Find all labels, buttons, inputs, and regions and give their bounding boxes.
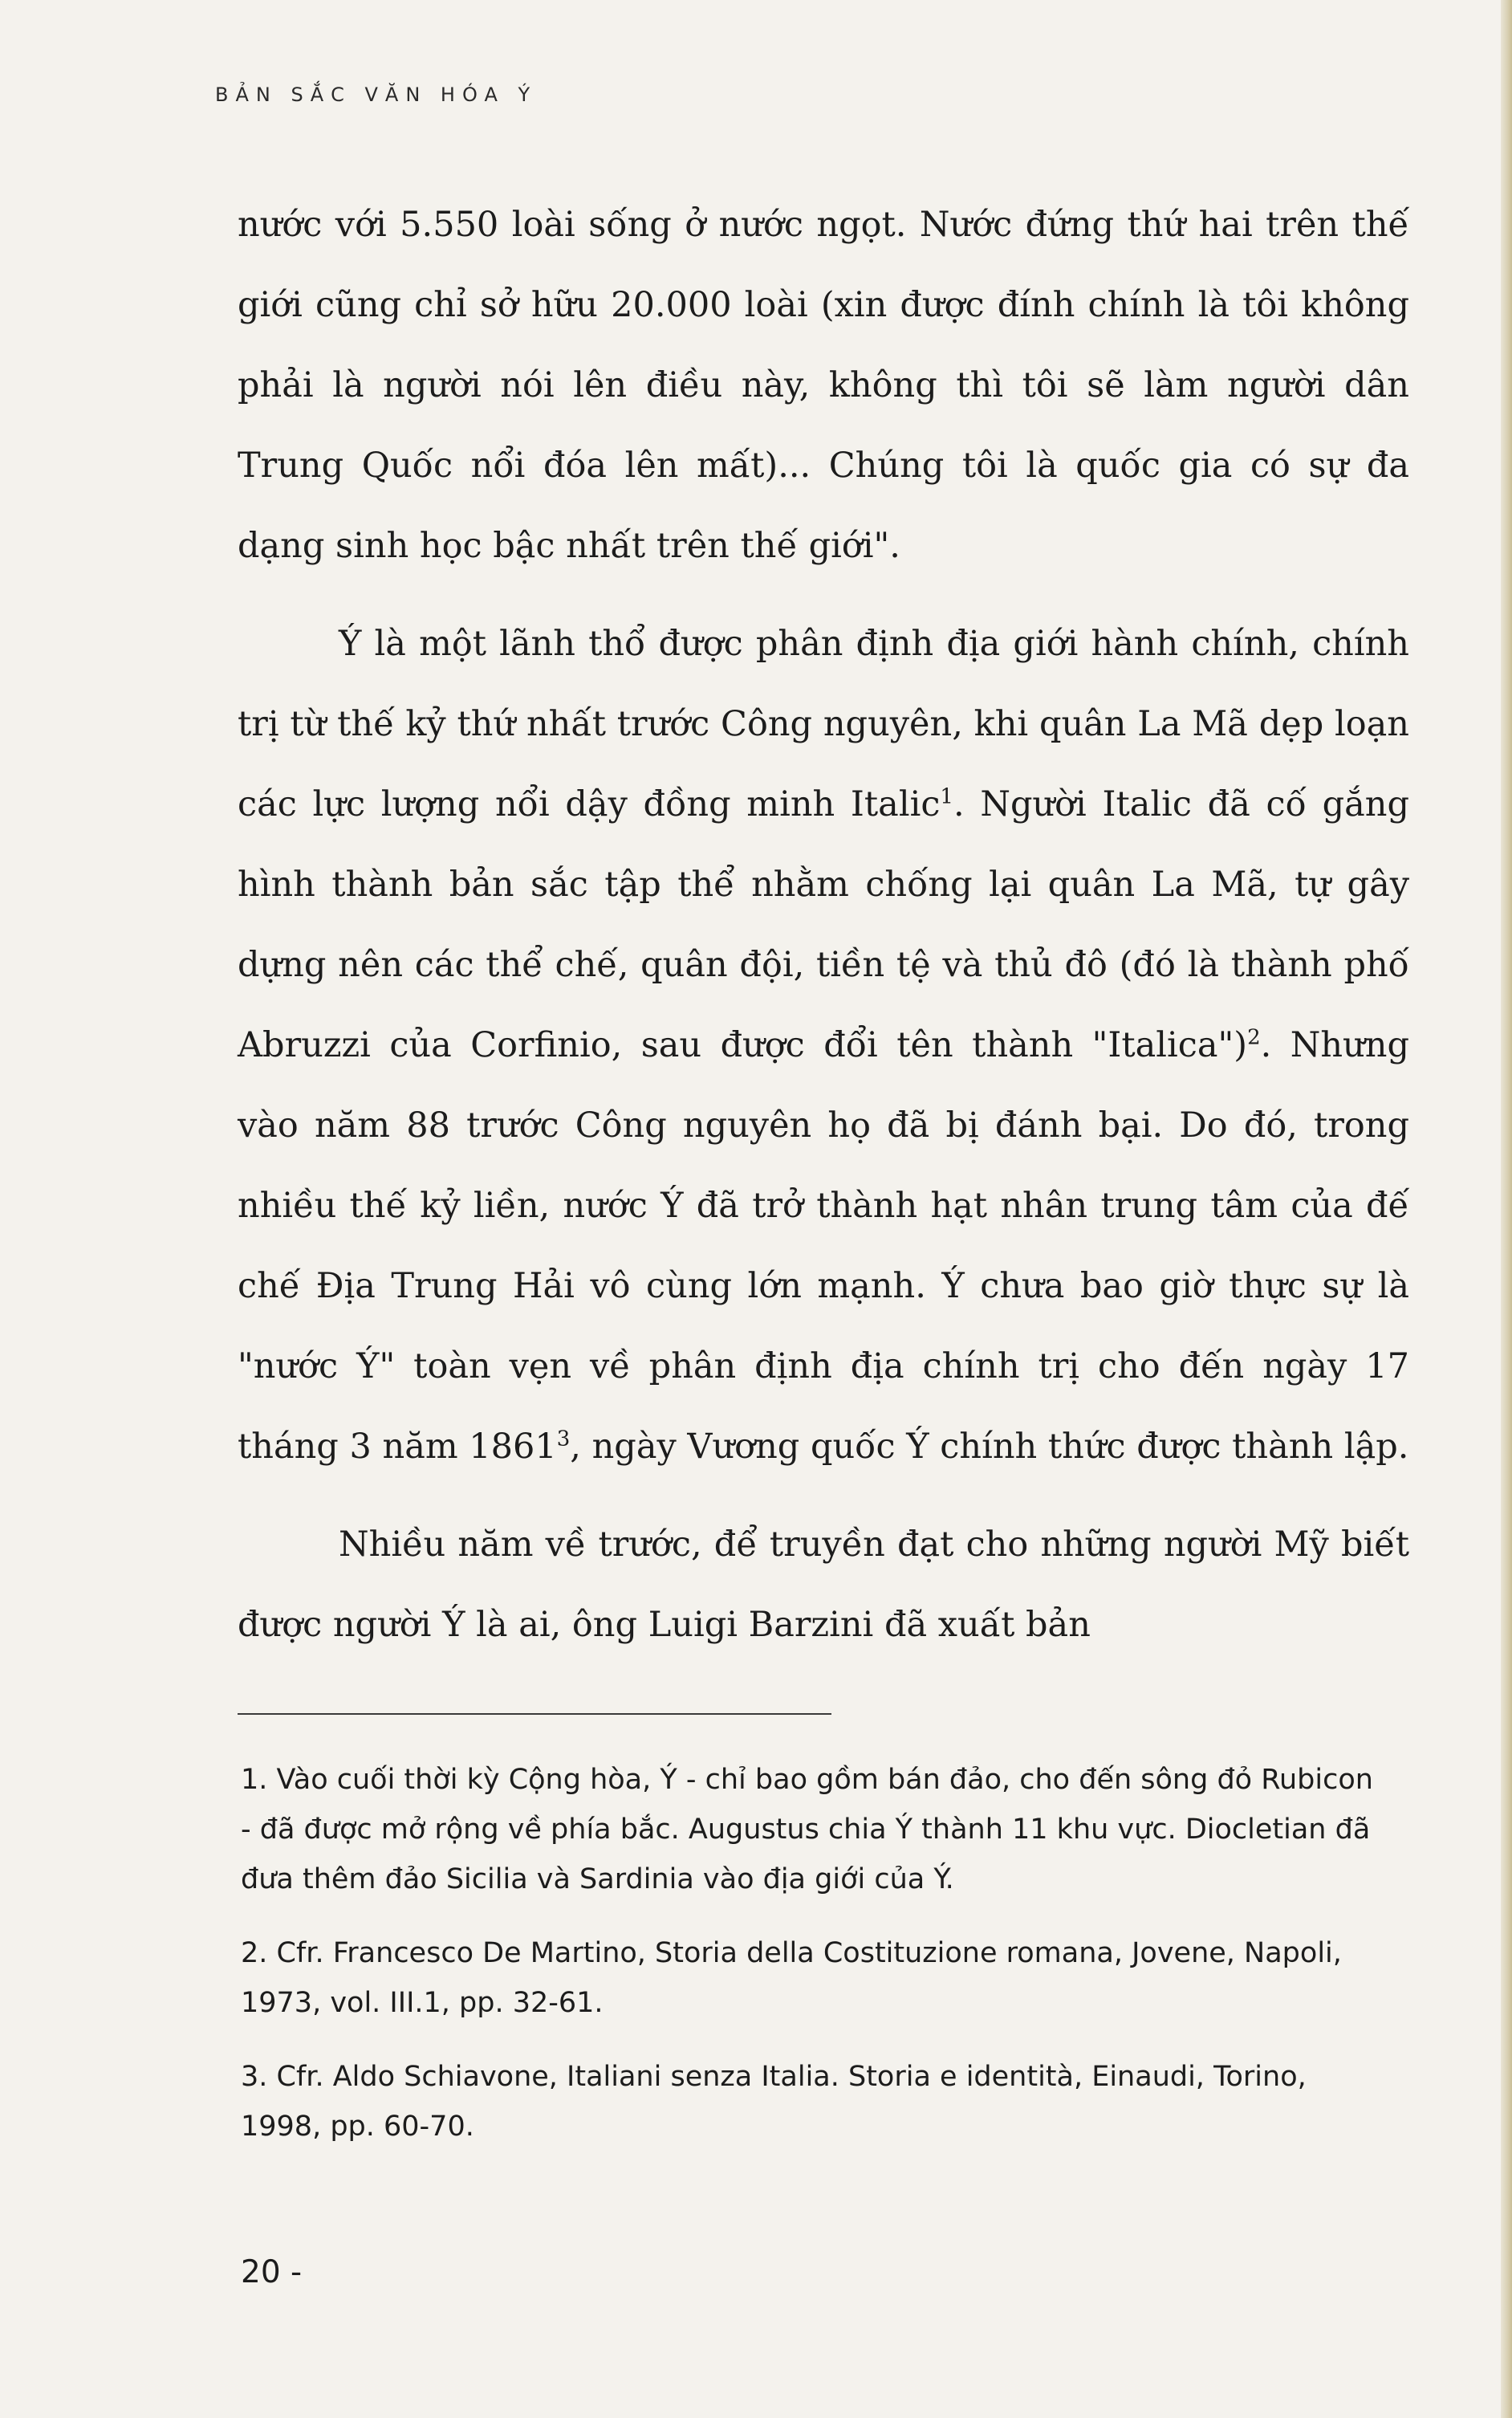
paragraph-continued: nước với 5.550 loài sống ở nước ngọt. Nước đứng thứ hai trên thế giới cũng chỉ sở hữu 20.000 loài (xin được đính chính là tôi không phải là người nói lên điều này, không thì tôi sẽ làm người dân Trung Quốc nổi đóa lên mất)... Chúng tôi là quốc gia có sự đa dạng sinh học bậc nhất trên thế giới". (238, 205, 1409, 566)
body-text (238, 185, 1409, 1665)
footnote-2: 2. Cfr. Francesco De Martino, Storia della Costituzione romana, Jovene, Napoli, 1973, vol. III.1, pp. 32-61. (241, 1937, 1342, 2019)
footnote-ref-1: 1 (940, 784, 953, 809)
footnotes (241, 1755, 1388, 2176)
footnote-ref-3: 3 (556, 1427, 571, 1451)
footnote-divider (238, 1713, 831, 1715)
footnote-1: 1. Vào cuối thời kỳ Cộng hòa, Ý - chỉ bao gồm bán đảo, cho đến sông đỏ Rubicon - đã được mở rộng về phía bắc. Augustus chia Ý thành 11 khu vực. Diocletian đã đưa thêm đảo Sicilia và Sardinia vào địa giới của Ý. (241, 1764, 1373, 1895)
running-header: BẢN SẮC VĂN HÓA Ý (215, 83, 538, 106)
paragraph-history-text-3: . Nhưng vào năm 88 trước Công nguyên họ đã bị đánh bại. Do đó, trong nhiều thế kỷ liền, nước Ý đã trở thành hạt nhân trung tâm của đế chế Địa Trung Hải vô cùng lớn mạnh. Ý chưa bao giờ thực sự là "nước Ý" toàn vẹn về phân định địa chính trị cho đến ngày 17 tháng 3 năm 1861 (238, 1025, 1409, 1467)
paragraph-history (238, 604, 1409, 1487)
page-number: 20 - (241, 2254, 303, 2290)
paragraph-history-text-2: . Người Italic đã cố gắng hình thành bản sắc tập thể nhằm chống lại quân La Mã, tự gây dựng nên các thể chế, quân đội, tiền tệ và thủ đô (đó là thành phố Abruzzi của Corfinio, sau được đổi tên thành "Italica") (238, 784, 1409, 1065)
footnote-ref-2: 2 (1247, 1025, 1261, 1050)
footnote-3: 3. Cfr. Aldo Schiavone, Italiani senza Italia. Storia e identità, Einaudi, Torino, 1998, pp. 60-70. (241, 2061, 1307, 2143)
paragraph-barzini: Nhiều năm về trước, để truyền đạt cho những người Mỹ biết được người Ý là ai, ông Luigi Barzini đã xuất bản (238, 1524, 1409, 1645)
paragraph-history-text-1: Ý là một lãnh thổ được phân định địa giới hành chính, chính trị từ thế kỷ thứ nhất trước Công nguyên, khi quân La Mã dẹp loạn các lực lượng nổi dậy đồng minh Italic (238, 624, 1409, 824)
page-edge (1501, 0, 1512, 2418)
paragraph-history-text-4: , ngày Vương quốc Ý chính thức được thành lập. (570, 1427, 1409, 1467)
